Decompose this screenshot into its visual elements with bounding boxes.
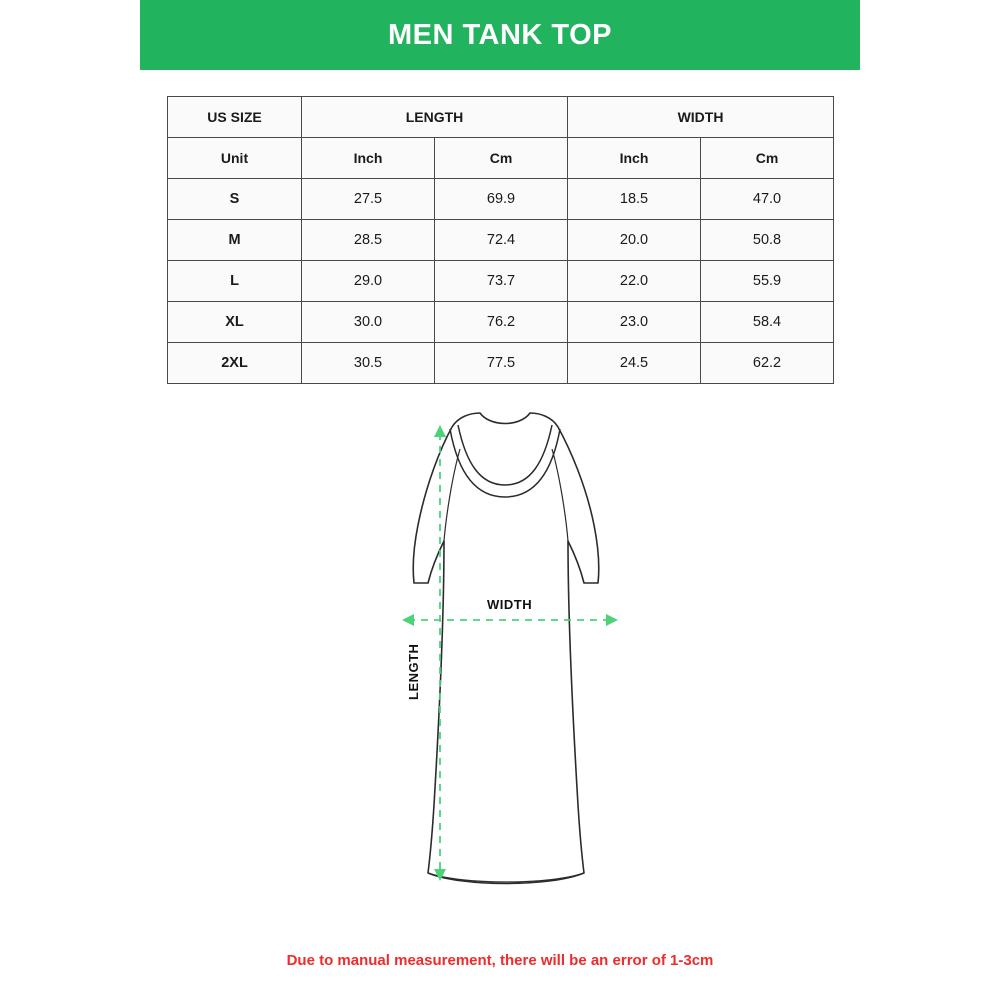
table-header-row — [168, 97, 834, 138]
cell-length-cm: 72.4 — [435, 220, 568, 261]
cell-length-inch: 30.5 — [302, 343, 435, 384]
header-length: LENGTH — [302, 97, 568, 138]
cell-length-inch: 30.0 — [302, 302, 435, 343]
cell-width-inch: 18.5 — [568, 179, 701, 220]
header-width: WIDTH — [568, 97, 834, 138]
table-row — [168, 179, 834, 220]
table-row — [168, 220, 834, 261]
row-size-label: S — [168, 179, 302, 220]
cell-length-inch: 28.5 — [302, 220, 435, 261]
cell-length-cm: 76.2 — [435, 302, 568, 343]
page-title: MEN TANK TOP — [387, 18, 613, 51]
header-width-cm: Cm — [701, 138, 834, 179]
cell-width-cm: 47.0 — [701, 179, 834, 220]
row-size-label: M — [168, 220, 302, 261]
header-length-cm: Cm — [435, 138, 568, 179]
tank-top-illustration — [340, 405, 670, 915]
cell-width-cm: 55.9 — [701, 261, 834, 302]
row-size-label: L — [168, 261, 302, 302]
cell-width-inch: 24.5 — [568, 343, 701, 384]
cell-length-inch: 29.0 — [302, 261, 435, 302]
header-length-inch: Inch — [302, 138, 435, 179]
table-row — [168, 343, 834, 384]
cell-width-inch: 23.0 — [568, 302, 701, 343]
table-row — [168, 261, 834, 302]
cell-width-inch: 20.0 — [568, 220, 701, 261]
cell-length-cm: 73.7 — [435, 261, 568, 302]
cell-width-inch: 22.0 — [568, 261, 701, 302]
header-unit: Unit — [168, 138, 302, 179]
row-size-label: 2XL — [168, 343, 302, 384]
table-unit-row — [168, 138, 834, 179]
length-measure-label: LENGTH — [406, 643, 421, 700]
cell-width-cm: 58.4 — [701, 302, 834, 343]
cell-width-cm: 62.2 — [701, 343, 834, 384]
measurement-disclaimer: Due to manual measurement, there will be an error of 1-3cm — [286, 952, 714, 969]
cell-length-inch: 27.5 — [302, 179, 435, 220]
size-chart-table — [167, 96, 834, 384]
garment-outline — [413, 413, 599, 884]
row-size-label: XL — [168, 302, 302, 343]
cell-width-cm: 50.8 — [701, 220, 834, 261]
header-width-inch: Inch — [568, 138, 701, 179]
header-us-size: US SIZE — [168, 97, 302, 138]
header-banner — [140, 0, 860, 70]
width-measure-label: WIDTH — [487, 597, 533, 612]
table-row — [168, 302, 834, 343]
cell-length-cm: 77.5 — [435, 343, 568, 384]
cell-length-cm: 69.9 — [435, 179, 568, 220]
